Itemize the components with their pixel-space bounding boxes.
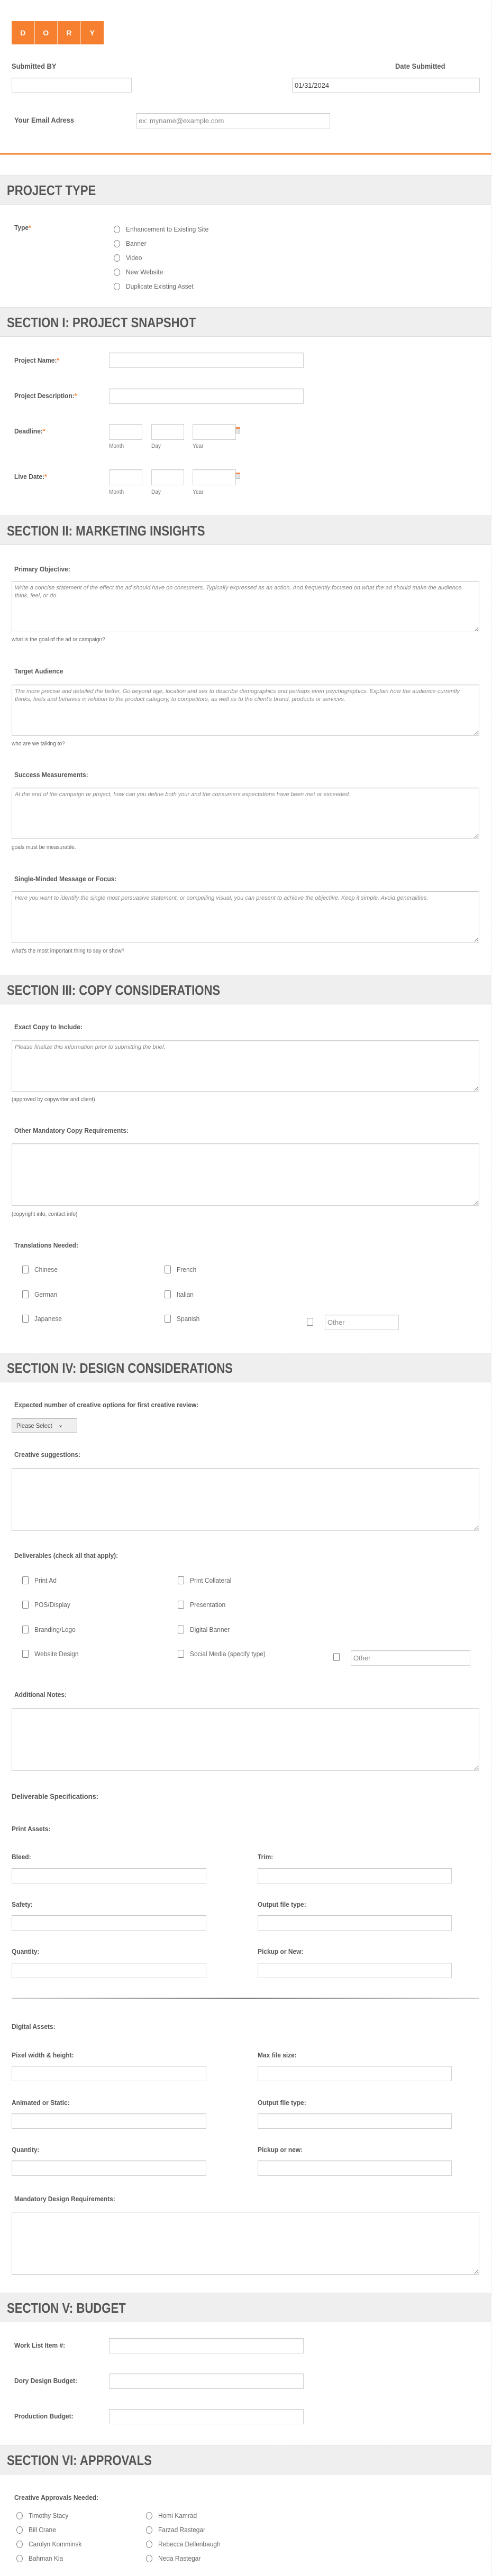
radio-option[interactable]: Video bbox=[114, 251, 216, 265]
email-input[interactable] bbox=[136, 113, 330, 128]
live-date-month-input[interactable] bbox=[109, 469, 142, 485]
checkbox-icon bbox=[333, 1653, 340, 1661]
radio-option[interactable]: Banner bbox=[114, 236, 216, 251]
logo-letter: R bbox=[58, 21, 81, 44]
section-header-marketing-insights bbox=[0, 515, 491, 545]
radio-icon[interactable] bbox=[114, 269, 120, 276]
mandatory-design-textarea[interactable] bbox=[12, 2212, 479, 2275]
deliverable-option[interactable]: Website Design bbox=[22, 1650, 83, 1658]
section-header-project-snapshot bbox=[0, 307, 491, 337]
project-description-label: Project Description:* bbox=[14, 392, 77, 400]
single-minded-helper: what's the most important thing to say or show? bbox=[12, 948, 125, 954]
date-submitted-input[interactable] bbox=[292, 78, 480, 93]
radio-icon bbox=[16, 2555, 23, 2562]
project-type-radio-group bbox=[114, 222, 216, 293]
deliverable-other-input[interactable] bbox=[351, 1650, 470, 1666]
safety-label: Safety: bbox=[12, 1900, 33, 1908]
target-audience-helper: who are we talking to? bbox=[12, 741, 65, 747]
section-header-project-type bbox=[0, 175, 491, 205]
deliverable-specs-title: Deliverable Specifications: bbox=[12, 1792, 98, 1801]
section-title: SECTION III: COPY CONSIDERATIONS bbox=[7, 982, 221, 998]
checkbox-icon bbox=[22, 1650, 29, 1658]
production-budget-input[interactable] bbox=[109, 2409, 304, 2424]
section-title: SECTION I: PROJECT SNAPSHOT bbox=[7, 315, 196, 330]
success-measurements-label: Success Measurements: bbox=[14, 771, 88, 779]
checkbox-icon bbox=[178, 1601, 184, 1609]
digital-output-file-type-label: Output file type: bbox=[258, 2099, 306, 2107]
target-audience-label: Target Audience bbox=[14, 667, 63, 675]
checkbox-icon bbox=[22, 1266, 29, 1273]
deliverable-option[interactable]: Print Collateral bbox=[178, 1576, 235, 1584]
primary-objective-textarea[interactable] bbox=[12, 581, 479, 632]
approver-option[interactable]: Timothy Stacy bbox=[16, 2512, 72, 2519]
translation-option-chinese[interactable]: Chinese bbox=[22, 1266, 60, 1273]
print-pickup-label: Pickup or New: bbox=[258, 1947, 304, 1955]
deliverable-option[interactable]: Branding/Logo bbox=[22, 1626, 79, 1633]
exact-copy-textarea[interactable] bbox=[12, 1040, 479, 1092]
approver-option[interactable]: Farzad Rastegar bbox=[146, 2526, 209, 2534]
production-budget-label: Production Budget: bbox=[14, 2412, 74, 2420]
approver-option[interactable]: Bahman Kia bbox=[16, 2554, 66, 2562]
dory-logo bbox=[12, 21, 104, 44]
year-sublabel: Year bbox=[193, 489, 204, 495]
max-file-size-label: Max file size: bbox=[258, 2051, 297, 2059]
logo-letter: D bbox=[12, 21, 35, 44]
print-output-file-type-input[interactable] bbox=[258, 1915, 452, 1931]
checkbox-icon bbox=[22, 1601, 29, 1609]
deadline-year-input[interactable] bbox=[193, 424, 236, 440]
pixel-size-input[interactable] bbox=[12, 2066, 206, 2081]
expected-options-label: Expected number of creative options for first creative review: bbox=[14, 1401, 199, 1409]
approver-option[interactable]: Rebecca Dellenbaugh bbox=[146, 2540, 226, 2548]
approver-option[interactable]: Neda Rastegar bbox=[146, 2554, 204, 2562]
radio-icon bbox=[146, 2512, 152, 2519]
checkbox-icon bbox=[165, 1315, 171, 1323]
day-sublabel: Day bbox=[151, 489, 161, 495]
date-submitted-label: Date Submitted bbox=[395, 62, 445, 70]
section-header-design-considerations bbox=[0, 1353, 491, 1382]
radio-option[interactable]: Enhancement to Existing Site bbox=[114, 222, 216, 236]
header-divider bbox=[0, 153, 491, 155]
divider bbox=[12, 1998, 479, 1999]
live-date-day-input[interactable] bbox=[151, 469, 184, 485]
deadline-label: Deadline:* bbox=[14, 427, 45, 435]
translation-option-french[interactable]: French bbox=[165, 1266, 198, 1273]
deliverable-option-other[interactable] bbox=[333, 1653, 345, 1661]
project-description-input[interactable] bbox=[109, 389, 304, 404]
checkbox-icon bbox=[165, 1266, 171, 1273]
design-budget-input[interactable] bbox=[109, 2374, 304, 2389]
deliverable-option[interactable]: Social Media (specify type) bbox=[178, 1650, 272, 1658]
exact-copy-helper: (approved by copywriter and client) bbox=[12, 1096, 95, 1103]
checkbox-icon bbox=[22, 1315, 29, 1323]
calendar-icon[interactable] bbox=[235, 427, 240, 433]
radio-icon[interactable] bbox=[114, 254, 120, 262]
target-audience-textarea[interactable] bbox=[12, 685, 479, 736]
radio-icon[interactable] bbox=[114, 240, 120, 247]
print-pickup-input[interactable] bbox=[258, 1963, 452, 1978]
creative-suggestions-label: Creative suggestions: bbox=[14, 1451, 80, 1458]
animated-static-input[interactable] bbox=[12, 2113, 206, 2129]
project-name-label: Project Name:* bbox=[14, 356, 60, 364]
month-sublabel: Month bbox=[109, 443, 124, 449]
section-header-copy-considerations bbox=[0, 975, 491, 1004]
print-quantity-label: Quantity: bbox=[12, 1947, 40, 1955]
translation-option-other[interactable] bbox=[307, 1318, 319, 1326]
calendar-icon[interactable] bbox=[235, 473, 240, 479]
digital-output-file-type-input[interactable] bbox=[258, 2113, 452, 2129]
additional-notes-label: Additional Notes: bbox=[14, 1691, 67, 1698]
radio-option[interactable]: New Website bbox=[114, 265, 216, 279]
deliverables-label: Deliverables (check all that apply): bbox=[14, 1552, 119, 1559]
max-file-size-input[interactable] bbox=[258, 2066, 452, 2081]
trim-input[interactable] bbox=[258, 1868, 452, 1883]
radio-icon bbox=[16, 2526, 23, 2534]
deliverable-option[interactable]: POS/Display bbox=[22, 1601, 74, 1609]
radio-icon bbox=[146, 2555, 152, 2562]
checkbox-icon bbox=[307, 1318, 313, 1326]
checkbox-icon bbox=[165, 1290, 171, 1298]
success-measurements-helper: goals must be measurable. bbox=[12, 844, 76, 851]
radio-icon[interactable] bbox=[114, 226, 120, 233]
section-title: SECTION IV: DESIGN CONSIDERATIONS bbox=[7, 1360, 233, 1376]
email-label: Your Email Adress bbox=[14, 116, 75, 124]
additional-notes-textarea[interactable] bbox=[12, 1708, 479, 1771]
primary-objective-label: Primary Objective: bbox=[14, 565, 70, 573]
mandatory-design-label: Mandatory Design Requirements: bbox=[14, 2195, 115, 2203]
radio-option[interactable]: Duplicate Existing Asset bbox=[114, 279, 216, 293]
creative-suggestions-textarea[interactable] bbox=[12, 1468, 479, 1531]
bleed-input[interactable] bbox=[12, 1868, 206, 1883]
radio-icon bbox=[16, 2512, 23, 2519]
creative-approvals-label: Creative Approvals Needed: bbox=[14, 2494, 99, 2501]
year-sublabel: Year bbox=[193, 443, 204, 449]
approver-option[interactable]: Homi Kamrad bbox=[146, 2512, 200, 2519]
section-header-budget bbox=[0, 2293, 491, 2322]
animated-static-label: Animated or Static: bbox=[12, 2099, 70, 2107]
bleed-label: Bleed: bbox=[12, 1853, 31, 1861]
deadline-month-input[interactable] bbox=[109, 424, 142, 440]
digital-quantity-input[interactable] bbox=[12, 2160, 206, 2176]
digital-quantity-label: Quantity: bbox=[12, 2146, 40, 2154]
radio-icon bbox=[16, 2541, 23, 2548]
section-title: PROJECT TYPE bbox=[7, 182, 96, 198]
approver-option[interactable]: Carolyn Komminsk bbox=[16, 2540, 86, 2548]
translation-option-german[interactable]: German bbox=[22, 1290, 59, 1298]
checkbox-icon bbox=[22, 1626, 29, 1633]
month-sublabel: Month bbox=[109, 489, 124, 495]
section-title: SECTION VI: APPROVALS bbox=[7, 2452, 152, 2468]
project-name-input[interactable] bbox=[109, 353, 304, 368]
checkbox-icon bbox=[178, 1650, 184, 1658]
required-asterisk: * bbox=[29, 224, 31, 232]
section-title: SECTION V: BUDGET bbox=[7, 2300, 126, 2316]
translations-label: Translations Needed: bbox=[14, 1241, 78, 1249]
trim-label: Trim: bbox=[258, 1853, 274, 1861]
single-minded-textarea[interactable] bbox=[12, 891, 479, 943]
translation-option-spanish[interactable]: Spanish bbox=[165, 1315, 202, 1323]
approver-option[interactable]: Bill Crane bbox=[16, 2526, 58, 2534]
primary-objective-helper: what is the goal of the ad or campaign? bbox=[12, 636, 105, 643]
radio-icon bbox=[146, 2541, 152, 2548]
chevron-down-icon: ⌄ bbox=[58, 1423, 63, 1428]
other-copy-textarea[interactable] bbox=[12, 1143, 479, 1206]
expected-options-select[interactable]: Please Select ⌄ bbox=[12, 1418, 77, 1433]
translation-option-italian[interactable]: Italian bbox=[165, 1290, 195, 1298]
work-list-item-input[interactable] bbox=[109, 2338, 304, 2353]
print-quantity-input[interactable] bbox=[12, 1963, 206, 1978]
live-date-label: Live Date:* bbox=[14, 473, 47, 481]
design-budget-label: Dory Design Budget: bbox=[14, 2377, 77, 2385]
live-date-year-input[interactable] bbox=[193, 469, 236, 485]
checkbox-icon bbox=[22, 1576, 29, 1584]
deliverable-option[interactable]: Print Ad bbox=[22, 1576, 59, 1584]
checkbox-icon bbox=[178, 1576, 184, 1584]
checkbox-icon bbox=[178, 1626, 184, 1633]
day-sublabel: Day bbox=[151, 443, 161, 449]
submitted-by-input[interactable] bbox=[12, 78, 132, 93]
pixel-size-label: Pixel width & height: bbox=[12, 2051, 74, 2059]
radio-icon[interactable] bbox=[114, 283, 120, 290]
digital-pickup-input[interactable] bbox=[258, 2160, 452, 2176]
single-minded-label: Single-Minded Message or Focus: bbox=[14, 875, 117, 883]
print-assets-title: Print Assets: bbox=[12, 1825, 51, 1833]
work-list-item-label: Work List Item #: bbox=[14, 2341, 66, 2349]
translation-other-input[interactable] bbox=[325, 1315, 399, 1330]
section-title: SECTION II: MARKETING INSIGHTS bbox=[7, 523, 205, 539]
section-header-approvals bbox=[0, 2445, 491, 2475]
print-output-file-type-label: Output file type: bbox=[258, 1900, 306, 1908]
other-copy-helper: (copyright info, contact info) bbox=[12, 1211, 78, 1217]
submitted-by-label: Submitted BY bbox=[12, 62, 57, 70]
digital-assets-title: Digital Assets: bbox=[12, 2023, 56, 2030]
other-copy-label: Other Mandatory Copy Requirements: bbox=[14, 1127, 129, 1134]
logo-letter: O bbox=[35, 21, 58, 44]
success-measurements-textarea[interactable] bbox=[12, 788, 479, 839]
digital-pickup-label: Pickup or new: bbox=[258, 2146, 303, 2154]
deliverable-option[interactable]: Digital Banner bbox=[178, 1626, 233, 1633]
radio-icon bbox=[146, 2526, 152, 2534]
checkbox-icon bbox=[22, 1290, 29, 1298]
logo-letter: Y bbox=[81, 21, 104, 44]
type-label: Type* bbox=[14, 224, 31, 232]
deadline-day-input[interactable] bbox=[151, 424, 184, 440]
deliverable-option[interactable]: Presentation bbox=[178, 1601, 229, 1609]
safety-input[interactable] bbox=[12, 1915, 206, 1931]
translation-option-japanese[interactable]: Japanese bbox=[22, 1315, 64, 1323]
exact-copy-label: Exact Copy to Include: bbox=[14, 1023, 83, 1031]
